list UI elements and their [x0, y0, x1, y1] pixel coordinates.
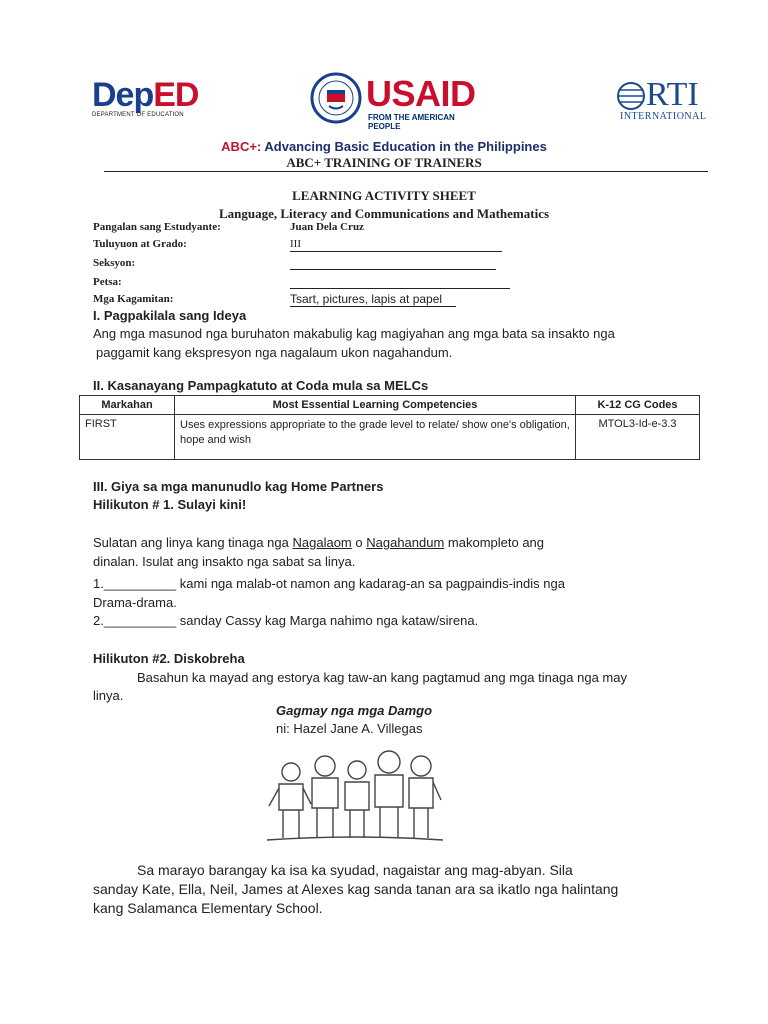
materials-value: Tsart, pictures, lapis at papel: [290, 292, 443, 306]
sheet-title: LEARNING ACTIVITY SHEET: [292, 188, 476, 203]
section3-heading: III. Giya sa mga manunudlo kag Home Partners: [93, 479, 384, 494]
materials-label: Mga Kagamitan:: [93, 293, 174, 305]
grade-label: Tuluyuon at Grado:: [93, 238, 187, 250]
rti-globe-icon: [616, 80, 646, 112]
activity1-instruction-2: dinalan. Isulat ang insakto nga sabat sa linya.: [93, 554, 356, 569]
abc-title: [0, 139, 768, 154]
cell-code: MTOL3-Id-e-3.3: [576, 415, 700, 460]
story-paragraph-2: sanday Kate, Ella, Neil, James at Alexes kag sanda tanan ara sa ikatlo nga halintang: [93, 881, 619, 897]
abc-title-text: Advancing Basic Education in the Philippines: [261, 139, 547, 154]
col-code: K-12 CG Codes: [576, 396, 700, 415]
cell-quarter: FIRST: [80, 415, 175, 460]
student-name-label: Pangalan sang Estudyante:: [93, 221, 221, 233]
item1-text-2: Drama-drama.: [93, 595, 177, 610]
section-line: [290, 269, 496, 270]
date-line: [290, 288, 510, 289]
section1-text: Ang mga masunod nga buruhaton makabulig kag magiyahan ang mga bata sa insakto nga: [93, 326, 615, 341]
rti-logo-subtitle: INTERNATIONAL: [620, 111, 707, 122]
usaid-logo-subtitle: FROM THE AMERICAN PEOPLE: [368, 113, 455, 131]
deped-logo-ed: ED: [153, 76, 199, 114]
table-header-row: [80, 396, 700, 415]
section-label: Seksyon:: [93, 257, 136, 269]
col-quarter: Markahan: [80, 396, 175, 415]
activity1-instruction: [93, 533, 544, 552]
story-title: Gagmay nga mga Damgo: [276, 703, 433, 718]
activity2-heading: Hilikuton #2. Diskobreha: [93, 651, 245, 666]
melc-table: [79, 395, 700, 460]
grade-value: III: [290, 238, 301, 250]
section2-heading: II. Kasanayang Pampagkatuto at Coda mula sa MELCs: [93, 378, 429, 393]
rti-logo-text: RTI: [646, 76, 699, 113]
children-illustration: [265, 750, 445, 845]
abc-prefix: ABC+:: [221, 139, 262, 154]
instr-part-b: makompleto ang: [444, 535, 545, 550]
activity2-instruction-2: linya.: [93, 688, 124, 703]
cell-competency: Uses expressions appropriate to the grade level to relate/ show one's obligation, hope and wish: [175, 415, 576, 460]
story-paragraph-3: kang Salamanca Elementary School.: [93, 900, 323, 916]
section1-heading: I. Pagpakilala sang Ideya: [93, 308, 247, 323]
item2-text: 2.__________ sanday Cassy kag Marga nahimo nga kataw/sirena.: [93, 613, 479, 628]
activity1-heading: Hilikuton # 1. Sulayi kini!: [93, 497, 247, 512]
word-nagahandum: Nagahandum: [366, 535, 445, 550]
student-name-value: Juan Dela Cruz: [290, 221, 364, 233]
story-author: ni: Hazel Jane A. Villegas: [276, 721, 423, 736]
materials-line: [290, 306, 456, 307]
grade-line: [290, 251, 502, 252]
section1-text-2: paggamit kang ekspresyon nga nagalaum ukon nagahandum.: [96, 345, 453, 360]
subject-title: Language, Literacy and Communications and Mathematics: [218, 206, 550, 221]
instr-part-a: Sulatan ang linya kang tinaga nga: [93, 535, 293, 550]
usaid-logo: [308, 70, 488, 131]
item1-text: 1.__________ kami nga malab-ot namon ang kadarag-an sa pagpaindis-indis nga: [93, 576, 565, 591]
word-nagalaom: Nagalaom: [292, 535, 352, 550]
header-divider: [104, 171, 708, 172]
activity2-instruction: Basahun ka mayad ang estorya kag taw-an kang pagtamud ang mga tinaga nga may: [137, 670, 627, 685]
deped-logo-dep: Dep: [92, 76, 154, 114]
deped-logo: [92, 78, 198, 118]
usaid-seal-icon: [310, 72, 362, 124]
deped-logo-subtitle: DEPARTMENT OF EDUCATION: [92, 112, 184, 118]
training-title: ABC+ TRAINING OF TRAINERS: [286, 155, 482, 170]
usaid-logo-text: USAID: [366, 73, 476, 114]
story-paragraph-1: Sa marayo barangay ka isa ka syudad, nagaistar ang mag-abyan. Sila: [137, 862, 573, 878]
instr-part-o: o: [351, 535, 367, 550]
col-competency: Most Essential Learning Competencies: [175, 396, 576, 415]
table-row: [80, 415, 700, 460]
date-label: Petsa:: [93, 276, 122, 288]
